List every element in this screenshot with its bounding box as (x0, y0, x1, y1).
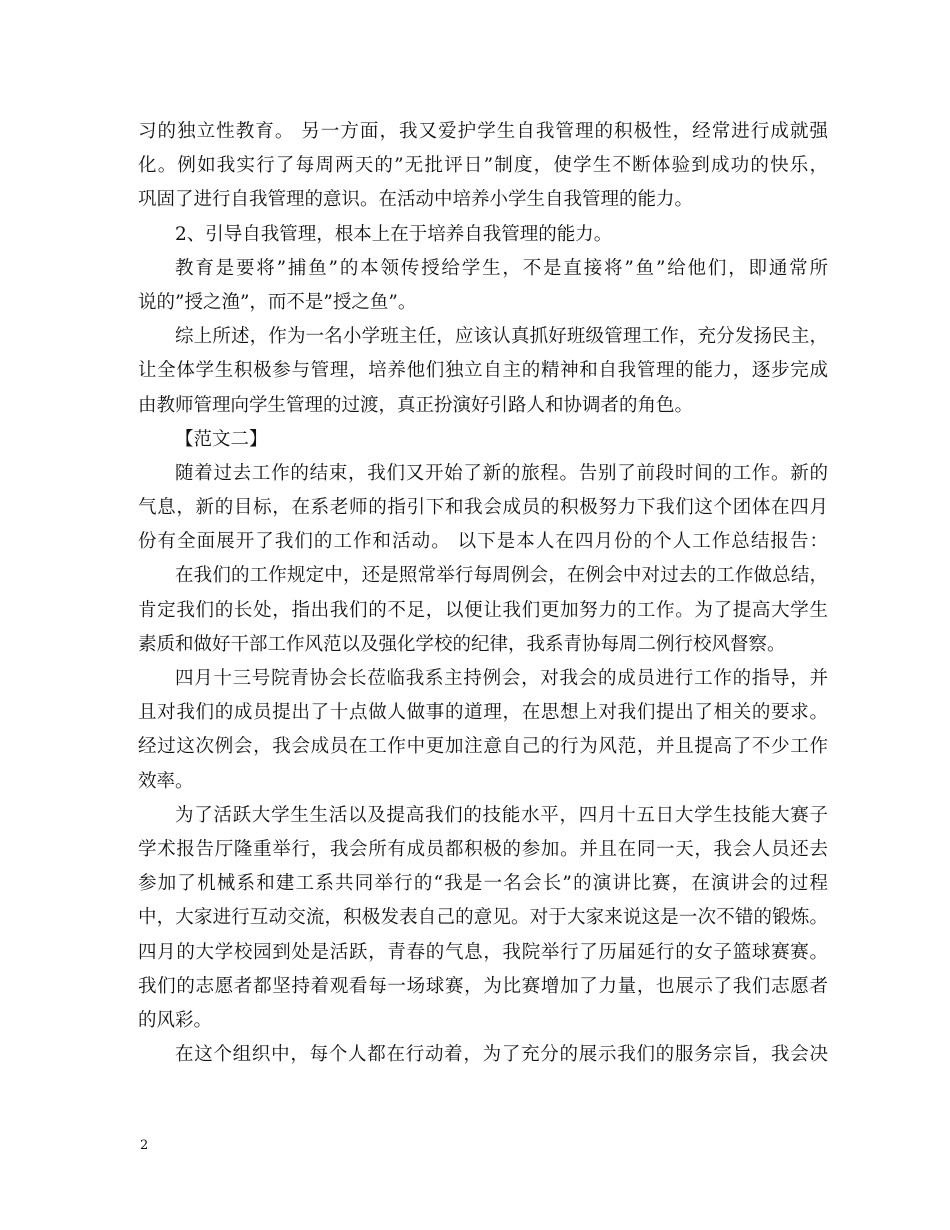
text-line: 我们的志愿者都坚持着观看每一场球赛，为比赛增加了力量，也展示了我们志愿者 (138, 975, 828, 997)
text-line: 中，大家进行互动交流，积极发表自己的意见。对于大家来说这是一次不错的锻炼。 (138, 907, 828, 929)
text-line: 学术报告厅隆重举行，我会所有成员都积极的参加。并且在同一天，我会人员还去 (138, 838, 828, 860)
text-line: 【范文二】 (175, 428, 268, 450)
text-line: 四月十三号院青协会长莅临我系主持例会，对我会的成员进行工作的指导，并 (175, 668, 828, 689)
text-line: 2、引导自我管理，根本上在于培养自我管理的能力。 (175, 223, 613, 245)
text-line: 份有全面展开了我们的工作和活动。 以下是本人在四月份的个人工作总结报告： (138, 531, 828, 553)
text-line: 在这个组织中，每个人都在行动着，为了充分的展示我们的服务宗旨，我会决 (175, 1044, 828, 1066)
text-line: 素质和做好干部工作风范以及强化学校的纪律，我系青协每周二例行校风督察。 (138, 633, 786, 655)
text-line: 气息，新的目标，在系老师的指引下和我会成员的积极努力下我们这个团体在四月 (138, 497, 828, 519)
text-line: 经过这次例会，我会成员在工作中更加注意自己的行为风范，并且提高了不少工作 (138, 736, 828, 758)
text-line: 且对我们的成员提出了十点做人做事的道理，在思想上对我们提出了相关的要求。 (138, 702, 828, 724)
text-line: 由教师管理向学生管理的过渡，真正扮演好引路人和协调者的角色。 (138, 394, 694, 416)
text-line: 巩固了进行自我管理的意识。在活动中培养小学生自我管理的能力。 (138, 189, 694, 211)
text-line: 效率。 (138, 770, 194, 792)
text-line: 的风彩。 (138, 1009, 213, 1031)
text-line: 参加了机械系和建工系共同举行的“我是一名会长”的演讲比赛，在演讲会的过程 (138, 873, 828, 895)
text-line: 让全体学生积极参与管理，培养他们独立自主的精神和自我管理的能力，逐步完成 (138, 360, 828, 382)
text-line: 随着过去工作的结束，我们又开始了新的旅程。告别了前段时间的工作。新的 (175, 462, 828, 484)
text-line: 在我们的工作规定中，还是照常举行每周例会，在例会中对过去的工作做总结， (175, 565, 828, 587)
text-line: 说的”授之渔”，而不是”授之鱼”。 (138, 291, 417, 313)
document-body (138, 115, 828, 1072)
text-line: 化。例如我实行了每周两天的”无批评日”制度，使学生不断体验到成功的快乐， (138, 155, 828, 177)
text-line: 习的独立性教育。 另一方面，我又爱护学生自我管理的积极性，经常进行成就强 (138, 121, 828, 142)
text-line: 为了活跃大学生生活以及提高我们的技能水平，四月十五日大学生技能大赛子 (175, 804, 828, 826)
text-line: 综上所述，作为一名小学班主任，应该认真抓好班级管理工作，充分发扬民主， (175, 326, 828, 348)
page-number: 2 (140, 1138, 149, 1153)
text-line: 教育是要将”捕鱼”的本领传授给学生，不是直接将”鱼”给他们，即通常所 (175, 257, 828, 279)
text-line: 肯定我们的长处，指出我们的不足，以便让我们更加努力的工作。为了提高大学生 (138, 599, 828, 621)
text-line: 四月的大学校园到处是活跃，青春的气息，我院举行了历届延行的女子篮球赛赛。 (138, 941, 828, 963)
